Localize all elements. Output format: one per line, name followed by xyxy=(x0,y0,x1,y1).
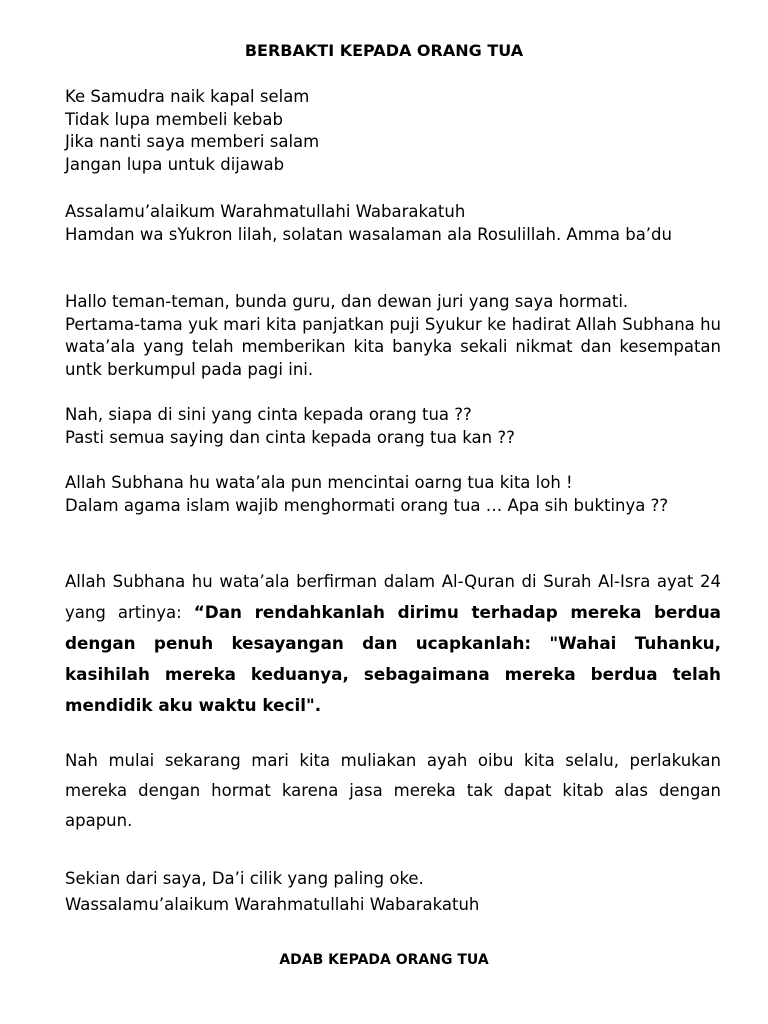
pantun-line: Jika nanti saya memberi salam xyxy=(65,132,320,152)
thanks-text: Pertama-tama yuk mari kita panjatkan puji Syukur ke hadirat Allah Subhana hu wata’ala yang telah memberikan kita banyka sekali nikmat dan kesempatan untk berkumpul pada pagi ini. xyxy=(65,314,721,379)
greeting-paragraph xyxy=(65,201,721,246)
pantun-opening xyxy=(65,86,721,176)
hamdan-line: Hamdan wa sYukron lilah, solatan wasalaman ala Rosulillah. Amma ba’du xyxy=(65,224,672,244)
pantun-line: Tidak lupa membeli kebab xyxy=(65,109,283,129)
pantun-line: Ke Samudra naik kapal selam xyxy=(65,87,310,106)
document-title: BERBAKTI KEPADA ORANG TUA xyxy=(244,41,524,60)
quran-paragraph xyxy=(65,567,721,721)
hello-line: Hallo teman-teman, bunda guru, dan dewan juri yang saya hormati. xyxy=(65,292,629,311)
pantun-line: Jangan lupa untuk dijawab xyxy=(65,154,285,174)
question-paragraph xyxy=(65,404,721,449)
question-line: Pasti semua saying dan cinta kepada orang tua kan ?? xyxy=(65,427,515,447)
farewell-paragraph xyxy=(65,866,721,918)
quran-verse-quote: “Dan rendahkanlah dirimu terhadap mereka berdua dengan penuh kesayangan dan ucapkanlah: "Wahai Tuhanku, kasihilah mereka keduanya, sebagaimana mereka berdua telah mendidik aku waktu kecil". xyxy=(65,602,721,715)
opening-paragraph xyxy=(65,291,721,381)
next-section-title: ADAB KEPADA ORANG TUA xyxy=(279,952,489,968)
farewell-line: Wassalamu’alaikum Warahmatullahi Wabarakatuh xyxy=(65,895,480,914)
dalil-line-1: Allah Subhana hu wata’ala pun mencintai oarng tua kita loh ! xyxy=(65,473,573,492)
question-line: Nah, siapa di sini yang cinta kepada orang tua ?? xyxy=(65,405,472,424)
dalil-intro-paragraph xyxy=(65,472,721,517)
dalil-line-2: Dalam agama islam wajib menghormati orang tua … Apa sih buktinya ?? xyxy=(65,495,669,515)
closing-advice-paragraph: Nah mulai sekarang mari kita muliakan ayah oibu kita selalu, perlakukan mereka dengan hormat karena jasa mereka tak dapat kitab alas dengan apapun. xyxy=(65,751,721,830)
salam-line: Assalamu’alaikum Warahmatullahi Wabarakatuh xyxy=(65,202,466,221)
farewell-line: Sekian dari saya, Da’i cilik yang paling oke. xyxy=(65,869,424,888)
quran-intro-text: Allah Subhana hu wata’ala berfirman dalam Al-Quran di Surah Al-Isra ayat 24 yang artinya: xyxy=(65,572,721,622)
